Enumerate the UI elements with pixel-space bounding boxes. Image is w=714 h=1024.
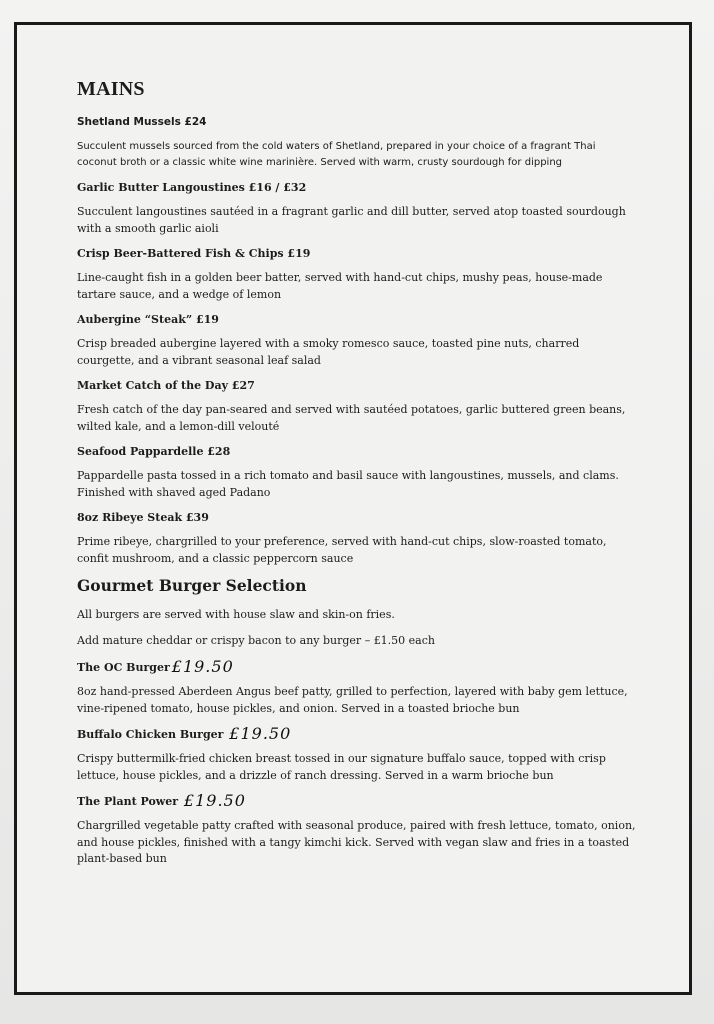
dish-seafood-pappardelle [77, 444, 637, 501]
burger-title [77, 659, 637, 675]
dish-title: Crisp Beer-Battered Fish & Chips £19 [77, 247, 311, 260]
dish-description: Succulent mussels sourced from the cold waters of Shetland, prepared in your choice of a fragrant Thai coconut broth or a classic white wine marinière. Served with warm, crusty sourdough for dipping [77, 141, 596, 168]
dish-market-catch [77, 378, 637, 435]
burgers-addon-note: Add mature cheddar or crispy bacon to any burger – £1.50 each [77, 634, 435, 647]
dish-description: Crispy buttermilk-fried chicken breast tossed in our signature buffalo sauce, topped with crisp lettuce, house pickles, and a drizzle of ranch dressing. Served in a warm brioche bun [77, 752, 606, 782]
dish-description: Crisp breaded aubergine layered with a smoky romesco sauce, toasted pine nuts, charred courgette, and a vibrant seasonal leaf salad [77, 337, 580, 367]
dish-description: 8oz hand-pressed Aberdeen Angus beef patty, grilled to perfection, layered with baby gem lettuce, vine-ripened tomato, house pickles, and onion. Served in a toasted brioche bun [77, 685, 628, 715]
burgers-note: All burgers are served with house slaw and skin-on fries. [77, 608, 395, 621]
dish-description: Fresh catch of the day pan-seared and served with sautéed potatoes, garlic buttered green beans, wilted kale, and a lemon-dill velouté [77, 403, 626, 433]
burger-name: The OC Burger [77, 661, 170, 674]
burger-buffalo-chicken [77, 726, 637, 784]
dish-langoustines [77, 180, 637, 237]
handwritten-price: £19.50 [183, 791, 246, 810]
burger-plant-power [77, 793, 637, 868]
dish-description: Line-caught fish in a golden beer batter, served with hand-cut chips, mushy peas, house-made tartare sauce, and a wedge of lemon [77, 271, 603, 301]
dish-title: Market Catch of the Day £27 [77, 379, 255, 392]
burger-name: The Plant Power [77, 795, 179, 808]
dish-title: Garlic Butter Langoustines £16 / £32 [77, 181, 307, 194]
burger-oc [77, 659, 637, 717]
mains-heading: MAINS [77, 78, 145, 100]
burgers-heading: Gourmet Burger Selection [77, 576, 307, 595]
burger-title [77, 793, 637, 809]
dish-ribeye-steak [77, 510, 637, 567]
dish-description: Succulent langoustines sautéed in a fragrant garlic and dill butter, served atop toasted sourdough with a smooth garlic aioli [77, 205, 626, 235]
burger-name: Buffalo Chicken Burger [77, 728, 224, 741]
burger-title [77, 726, 637, 742]
dish-aubergine-steak [77, 312, 637, 369]
dish-title: 8oz Ribeye Steak £39 [77, 511, 209, 524]
dish-title: Seafood Pappardelle £28 [77, 445, 231, 458]
dish-description: Prime ribeye, chargrilled to your preference, served with hand-cut chips, slow-roasted tomato, confit mushroom, and a classic peppercorn sauce [77, 535, 607, 565]
dish-title: Aubergine “Steak” £19 [77, 313, 219, 326]
dish-title: Shetland Mussels £24 [77, 116, 207, 128]
handwritten-price: £19.50 [229, 724, 292, 743]
menu-page [77, 78, 637, 877]
dish-description: Pappardelle pasta tossed in a rich tomato and basil sauce with langoustines, mussels, and clams. Finished with shaved aged Padano [77, 469, 619, 499]
dish-description: Chargrilled vegetable patty crafted with seasonal produce, paired with fresh lettuce, tomato, onion, and house pickles, finished with a tangy kimchi kick. Served with vegan slaw and fries in a toasted plant-based bun [77, 819, 636, 865]
dish-fish-and-chips [77, 246, 637, 303]
dish-shetland-mussels [77, 115, 637, 171]
handwritten-price: £19.50 [171, 657, 234, 676]
